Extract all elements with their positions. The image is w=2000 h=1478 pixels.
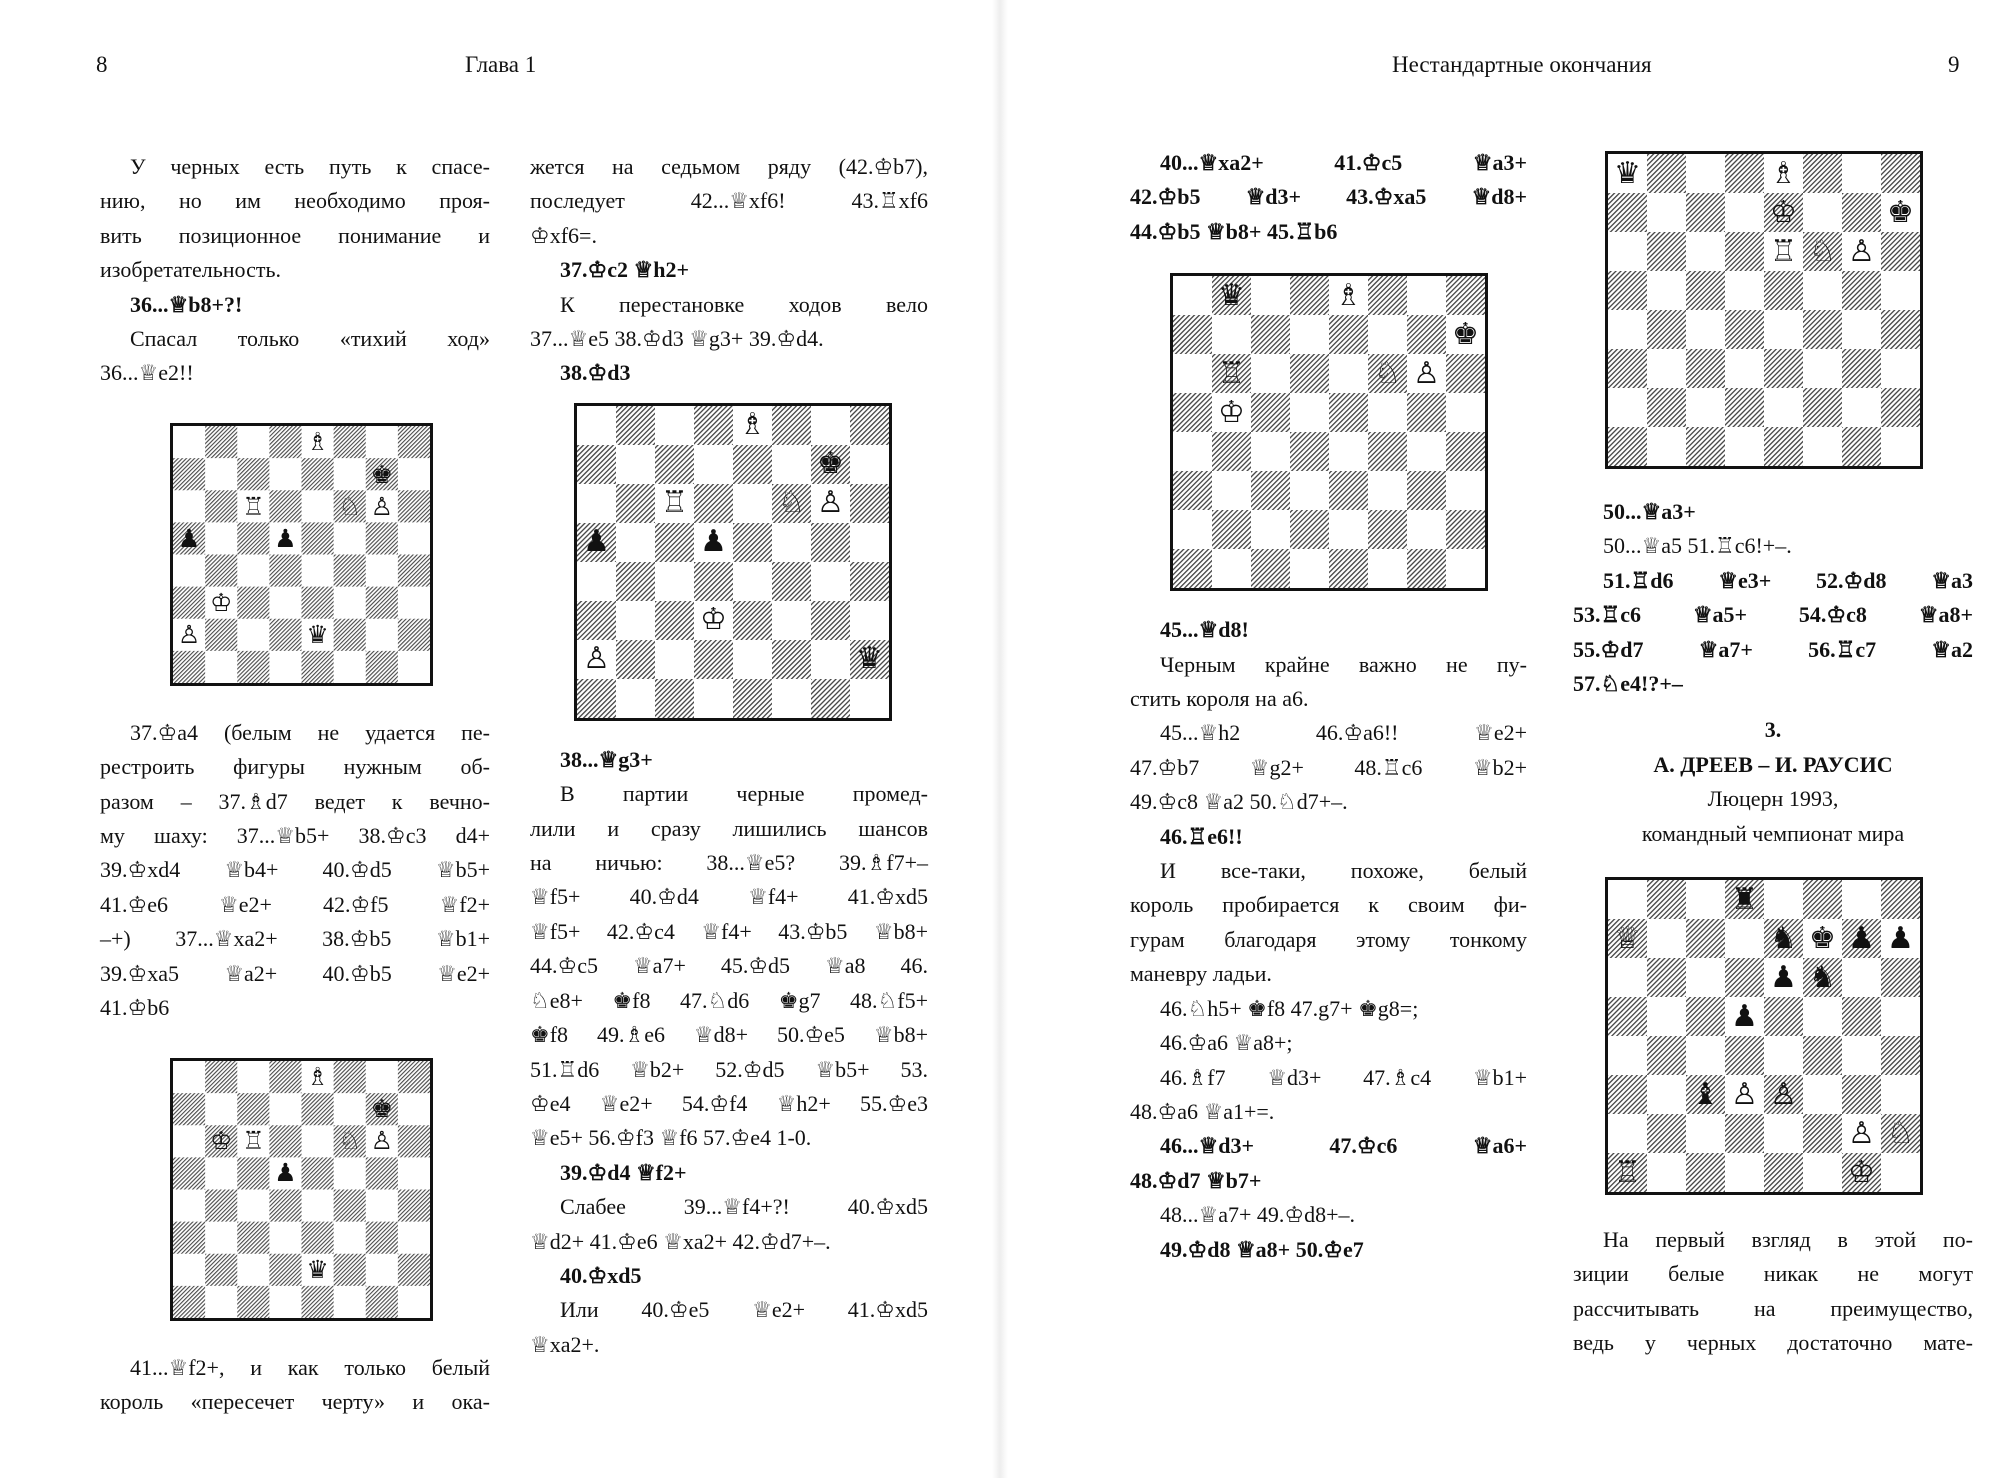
text-line: ♕d2+ 41.♔e6 ♕xa2+ 42.♔d7+–. xyxy=(530,1228,831,1254)
black-pawn-icon: ♟ xyxy=(177,523,201,553)
text-line: ♔e4 ♕e2+ 54.♔f4 ♕h2+ 55.♔e3 xyxy=(530,1090,928,1116)
move-line: 37.♔c2 ♕h2+ xyxy=(560,257,689,283)
text-line: ♚f8 49.♗e6 ♕d8+ 50.♔e5 ♕b8+ xyxy=(530,1022,928,1048)
text-line: ♘e8+ ♚f8 47.♘d6 ♚g7 48.♘f5+ xyxy=(530,987,928,1013)
text-line: Спасал только «тихий ход» xyxy=(130,326,490,352)
white-knight-icon: ♘ xyxy=(1887,1115,1914,1151)
text-line: 50...♕a5 51.♖c6!+–. xyxy=(1603,533,1792,559)
move-line: 50...♕a3+ xyxy=(1603,499,1696,524)
white-rook-icon: ♖ xyxy=(242,491,265,521)
text-line: У черных есть путь к спасе- xyxy=(130,154,490,179)
text-line: король пробирается к своим фи- xyxy=(1130,892,1527,918)
text-line: разом – 37.♗d7 ведет к вечно- xyxy=(100,788,490,814)
running-title: Нестандартные окончания xyxy=(1392,52,1652,77)
white-pawn-icon: ♙ xyxy=(1848,233,1875,269)
right-column-1 xyxy=(1130,146,1527,1267)
diagram-1 xyxy=(170,423,433,686)
text-line: На первый взгляд в этой по- xyxy=(1603,1227,1973,1253)
black-king-icon: ♚ xyxy=(370,1094,394,1124)
text-line: 47.♔b7 ♕g2+ 48.♖c6 ♕b2+ xyxy=(1130,754,1527,780)
move-line: 57.♘e4!?+– xyxy=(1573,671,1683,697)
text-line: ♕f5+ 42.♔c4 ♕f4+ 43.♔b5 ♕b8+ xyxy=(530,918,928,944)
black-rook-icon: ♜ xyxy=(1731,881,1758,917)
right-page xyxy=(1000,0,2000,1478)
move-line: 40...♕xa2+ 41.♔c5 ♕a3+ xyxy=(1160,150,1527,175)
black-queen-icon: ♛ xyxy=(1614,155,1641,191)
move-line: 51.♖d6 ♕e3+ 52.♔d8 ♕a3 xyxy=(1603,567,1973,593)
white-pawn-icon: ♙ xyxy=(817,485,844,521)
text-line: на ничью: 38...♕e5? 39.♗f7+– xyxy=(530,850,928,876)
white-knight-icon: ♘ xyxy=(338,1126,361,1156)
text-line: Черным крайне важно не пу- xyxy=(1160,651,1527,677)
text-line: 37...♕e5 38.♔d3 ♕g3+ 39.♔d4. xyxy=(530,326,824,352)
text-line: стить короля на a6. xyxy=(1130,686,1309,712)
diagram-3 xyxy=(170,1058,433,1321)
diagram-5 xyxy=(1605,151,1923,469)
move-line: 42.♔b5 ♕d3+ 43.♔xa5 ♕d8+ xyxy=(1130,184,1527,210)
black-queen-icon: ♛ xyxy=(306,1254,329,1284)
text-line: гурам благодаря этому тонкому xyxy=(1130,926,1527,952)
text-line: ♕e5+ 56.♔f3 ♕f6 57.♔e4 1-0. xyxy=(530,1125,812,1151)
white-bishop-icon: ♗ xyxy=(739,407,766,443)
black-queen-icon: ♛ xyxy=(856,641,883,677)
text-line: 44.♔c5 ♕a7+ 45.♔d5 ♕a8 46. xyxy=(530,953,928,979)
text-line: 46.♗f7 ♕d3+ 47.♗c4 ♕b1+ xyxy=(1160,1064,1527,1090)
white-king-icon: ♔ xyxy=(209,588,233,618)
white-knight-icon: ♘ xyxy=(338,491,361,521)
text-line: 46.♔a6 ♕a8+; xyxy=(1160,1030,1293,1056)
black-queen-icon: ♛ xyxy=(1218,277,1245,313)
black-king-icon: ♚ xyxy=(1809,920,1836,956)
black-queen-icon: ♛ xyxy=(306,620,329,650)
black-bishop-icon: ♝ xyxy=(1692,1076,1719,1112)
white-bishop-icon: ♗ xyxy=(1335,277,1362,313)
text-line: 36...♕e2!! xyxy=(100,360,194,386)
white-king-icon: ♔ xyxy=(1218,394,1245,430)
black-pawn-icon: ♟ xyxy=(583,524,610,560)
white-rook-icon: ♖ xyxy=(661,485,688,521)
game-number: 3. xyxy=(1764,717,1782,743)
white-pawn-icon: ♙ xyxy=(177,620,201,650)
diagram-6 xyxy=(1605,877,1923,1195)
text-line: изобретательность. xyxy=(100,257,281,283)
text-line: В партии черные промед- xyxy=(560,781,928,807)
move-line: 38...♕g3+ xyxy=(560,746,653,772)
text-line: му шаху: 37...♕b5+ 38.♔c3 d4+ xyxy=(100,823,490,849)
move-line: 46...♕d3+ 47.♔c6 ♕a6+ xyxy=(1160,1133,1527,1159)
text-line: 45...♕h2 46.♔a6!! ♕e2+ xyxy=(1160,720,1527,746)
page-number-right: 9 xyxy=(1948,52,1960,77)
move-line: 40.♔xd5 xyxy=(560,1262,642,1288)
text-line: ♔xf6=. xyxy=(530,222,597,248)
board-grid xyxy=(1173,276,1485,588)
black-pawn-icon: ♟ xyxy=(274,1158,297,1188)
text-line: ведь у черных достаточно мате- xyxy=(1573,1330,1973,1356)
move-line: 55.♔d7 ♕a7+ 56.♖c7 ♕a2 xyxy=(1573,636,1973,662)
text-line: маневру ладьи. xyxy=(1130,961,1272,987)
white-king-icon: ♔ xyxy=(209,1126,233,1156)
black-knight-icon: ♞ xyxy=(1770,920,1797,956)
text-line: 39.♔xa5 ♕a2+ 40.♔b5 ♕e2+ xyxy=(100,960,490,986)
game-event: Люцерн 1993, xyxy=(1707,786,1839,812)
game-players: А. ДРЕЕВ – И. РАУСИС xyxy=(1653,751,1893,777)
white-rook-icon: ♖ xyxy=(1218,355,1245,391)
move-line: 44.♔b5 ♕b8+ 45.♖b6 xyxy=(1130,218,1338,244)
text-line: 37.♔a4 (белым не удается пе- xyxy=(130,719,490,745)
move-line: 36...♕b8+?! xyxy=(130,291,243,317)
white-knight-icon: ♘ xyxy=(1374,355,1401,391)
text-line: лили и сразу лишились шансов xyxy=(530,815,928,841)
text-line: нию, но им необходимо проя- xyxy=(100,188,490,214)
text-line: 48.♔a6 ♕a1+=. xyxy=(1130,1098,1275,1124)
black-king-icon: ♚ xyxy=(1452,316,1479,352)
move-line: 45...♕d8! xyxy=(1160,617,1249,643)
move-line: 48.♔d7 ♕b7+ xyxy=(1130,1167,1262,1193)
text-line: король «пересечет черту» и ока- xyxy=(100,1388,490,1414)
black-knight-icon: ♞ xyxy=(1809,959,1836,995)
white-queen-icon: ♕ xyxy=(1614,920,1641,956)
text-line: И все-таки, похоже, белый xyxy=(1160,858,1527,884)
white-king-icon: ♔ xyxy=(700,602,727,638)
black-pawn-icon: ♟ xyxy=(1848,920,1875,956)
text-line: –+) 37...♕xa2+ 38.♔b5 ♕b1+ xyxy=(100,926,490,952)
text-line: Слабее 39...♕f4+?! 40.♔xd5 xyxy=(560,1194,928,1220)
move-line: 49.♔d8 ♕a8+ 50.♔e7 xyxy=(1160,1236,1364,1262)
text-line: последует 42...♕xf6! 43.♖xf6 xyxy=(530,188,928,214)
left-column-1 xyxy=(100,150,490,1419)
text-line: жется на седьмом ряду (42.♔b7), xyxy=(530,154,928,179)
text-line: К перестановке ходов вело xyxy=(560,291,928,317)
move-line: 38.♔d3 xyxy=(560,360,631,386)
black-pawn-icon: ♟ xyxy=(700,524,727,560)
white-bishop-icon: ♗ xyxy=(306,427,329,457)
text-line: рассчитывать на преимущество, xyxy=(1573,1295,1973,1321)
white-pawn-icon: ♙ xyxy=(1413,355,1440,391)
white-knight-icon: ♘ xyxy=(778,485,805,521)
text-line: 41.♔e6 ♕e2+ 42.♔f5 ♕f2+ xyxy=(100,891,490,917)
black-pawn-icon: ♟ xyxy=(1731,998,1758,1034)
diagram-2 xyxy=(574,403,892,721)
text-line: зиции белые никак не могут xyxy=(1573,1261,1973,1287)
white-pawn-icon: ♙ xyxy=(370,1126,394,1156)
white-king-icon: ♔ xyxy=(1770,194,1797,230)
text-line: 41...♕f2+, и как только белый xyxy=(130,1354,490,1380)
text-line: 51.♖d6 ♕b2+ 52.♔d5 ♕b5+ 53. xyxy=(530,1056,928,1082)
white-rook-icon: ♖ xyxy=(242,1126,265,1156)
text-line: вить позиционное понимание и xyxy=(100,222,490,248)
move-line: 53.♖c6 ♕a5+ 54.♔c8 ♕a8+ xyxy=(1573,602,1973,628)
black-king-icon: ♚ xyxy=(817,446,844,482)
text-line: Или 40.♔e5 ♕e2+ 41.♔xd5 xyxy=(560,1297,928,1323)
game-event-detail: командный чемпионат мира xyxy=(1641,820,1905,846)
white-pawn-icon: ♙ xyxy=(370,491,394,521)
black-pawn-icon: ♟ xyxy=(1887,920,1914,956)
move-line: 46.♖e6!! xyxy=(1160,823,1243,849)
black-king-icon: ♚ xyxy=(370,459,394,489)
text-line: 48...♕a7+ 49.♔d8+–. xyxy=(1160,1202,1356,1228)
white-rook-icon: ♖ xyxy=(1770,233,1797,269)
diagram-4 xyxy=(1170,273,1488,591)
text-line: ♕xa2+. xyxy=(530,1331,600,1357)
black-pawn-icon: ♟ xyxy=(1770,959,1797,995)
right-column-2 xyxy=(1573,155,1973,1361)
move-line: 39.♔d4 ♕f2+ xyxy=(560,1159,687,1185)
black-pawn-icon: ♟ xyxy=(274,523,297,553)
text-line: 41.♔b6 xyxy=(100,995,170,1021)
left-column-2 xyxy=(530,150,928,1362)
text-line: ♕f5+ 40.♔d4 ♕f4+ 41.♔xd5 xyxy=(530,884,928,910)
white-bishop-icon: ♗ xyxy=(306,1062,329,1092)
text-line: 46.♘h5+ ♚f8 47.g7+ ♚g8=; xyxy=(1160,995,1419,1021)
chapter-header: Глава 1 xyxy=(465,52,537,77)
black-king-icon: ♚ xyxy=(1887,194,1914,230)
white-bishop-icon: ♗ xyxy=(1770,155,1797,191)
text-line: 39.♔xd4 ♕b4+ 40.♔d5 ♕b5+ xyxy=(100,857,490,883)
white-rook-icon: ♖ xyxy=(1614,1154,1641,1190)
white-pawn-icon: ♙ xyxy=(1731,1076,1758,1112)
text-line: 49.♔c8 ♕a2 50.♘d7+–. xyxy=(1130,789,1348,815)
white-pawn-icon: ♙ xyxy=(1848,1115,1875,1151)
white-king-icon: ♔ xyxy=(1848,1154,1875,1190)
text-line: рестроить фигуры нужным об- xyxy=(100,754,490,780)
page-number-left: 8 xyxy=(96,52,108,77)
white-pawn-icon: ♙ xyxy=(1770,1076,1797,1112)
white-pawn-icon: ♙ xyxy=(583,641,610,677)
white-knight-icon: ♘ xyxy=(1809,233,1836,269)
